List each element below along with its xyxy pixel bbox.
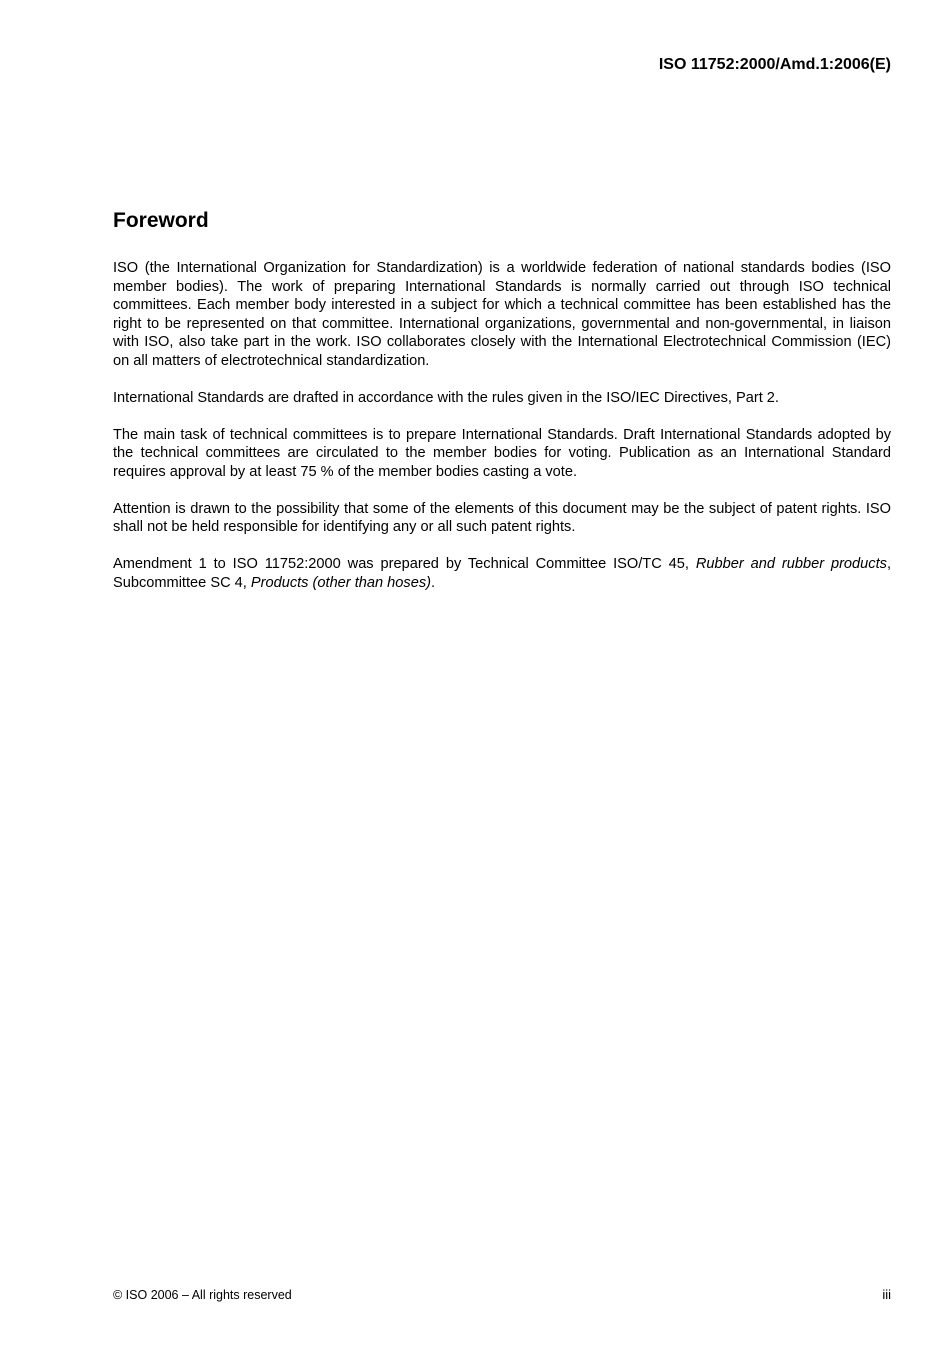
paragraph-patent-rights: Attention is drawn to the possibility that some of the elements of this document may be the subject of patent rights. ISO shall not be held responsible for identifying any or all such patent rights. xyxy=(113,500,891,535)
document-id: ISO 11752:2000/Amd.1:2006(E) xyxy=(658,56,891,73)
paragraph-amendment xyxy=(113,555,891,592)
committee-name: Rubber and rubber products xyxy=(695,556,887,572)
subcommittee-name: Products (other than hoses) xyxy=(250,574,431,591)
paragraph-directives: International Standards are drafted in accordance with the rules given in the ISO/IEC Directives, Part 2. xyxy=(113,389,779,406)
amendment-end: . xyxy=(430,574,436,591)
foreword-body xyxy=(113,259,891,611)
page-title: Foreword xyxy=(113,209,209,232)
copyright-notice: © ISO 2006 – All rights reserved xyxy=(113,1288,292,1302)
paragraph-iso-federation: ISO (the International Organization for Standardization) is a worldwide federation of national standards bodies (ISO member bodies). The work of preparing International Standards is normally carried out through ISO technical committees. Each member body interested in a subject for which a technical committee has been established has the right to be represented on that committee. International organizations, governmental and non-governmental, in liaison with ISO, also take part in the work. ISO collaborates closely with the International Electrotechnical Commission (IEC) on all matters of electrotechnical standardization. xyxy=(113,260,891,369)
paragraph-committee-task: The main task of technical committees is to prepare International Standards. Draft International Standards adopted by the technical committees are circulated to the member bodies for voting. Publication as an International Standard requires approval by at least 75 % of the member bodies casting a vote. xyxy=(113,426,891,480)
amendment-lead: Amendment 1 to ISO 11752:2000 was prepared by Technical Committee ISO/TC 45, xyxy=(113,556,696,572)
page-number: iii xyxy=(882,1287,891,1302)
amendment-middle: , Subcommittee SC 4, xyxy=(113,556,891,591)
